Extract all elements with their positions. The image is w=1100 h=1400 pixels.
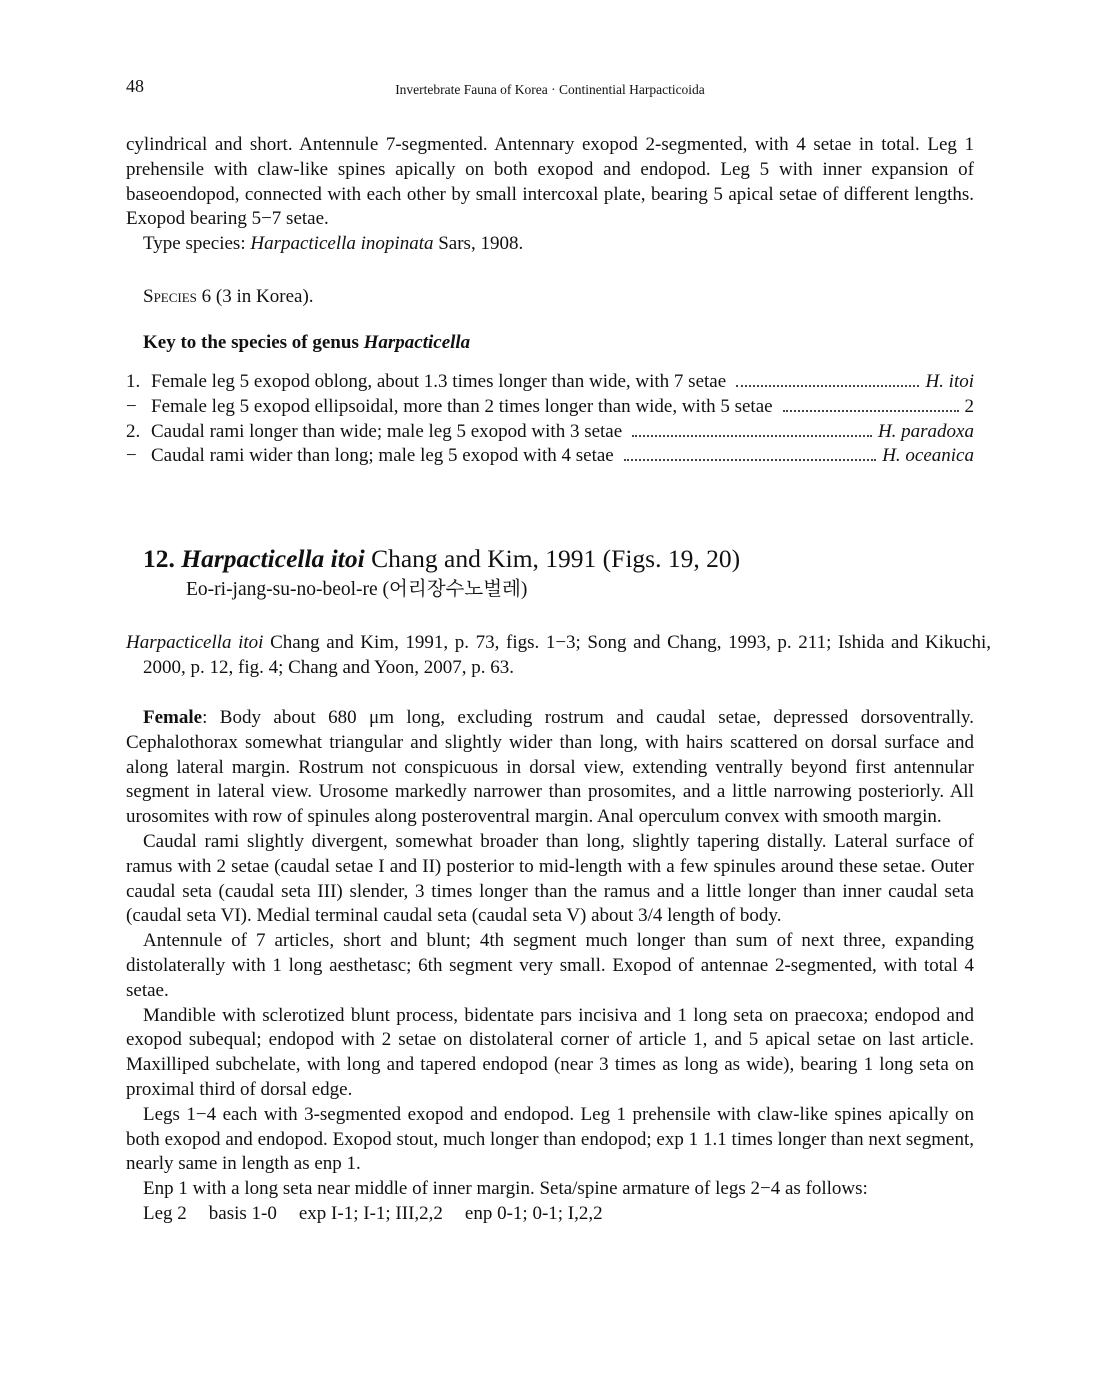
description-paragraph: Enp 1 with a long seta near middle of inner margin. Seta/spine armature of legs 2−4 as follows: bbox=[143, 1178, 868, 1200]
description bbox=[126, 706, 974, 1227]
running-title: Invertebrate Fauna of Korea · Continential Harpacticoida bbox=[395, 82, 705, 97]
species-name: Harpacticella itoi bbox=[181, 544, 365, 573]
species-heading bbox=[143, 543, 740, 575]
key-row-target: 2 bbox=[964, 395, 974, 417]
key-leader-dots bbox=[736, 385, 919, 387]
key-leader-dots bbox=[632, 435, 872, 437]
type-species-author: Sars, 1908. bbox=[433, 233, 524, 255]
description-paragraph: Mandible with sclerotized blunt process, bidentate pars incisiva and 1 long seta on praecoxa; endopod and exopod subequal; endopod with 2 setae on distolateral corner of article 1, and 5 apical setae on last article. Maxilliped subchelate, with long and tapered endopod (near 3 times as long as wide), bearing 1 long seta on proximal third of dorsal edge. bbox=[126, 1004, 974, 1100]
species-korean-name: Eo-ri-jang-su-no-beol-re (어리장수노벌레) bbox=[186, 579, 528, 600]
species-count bbox=[143, 285, 991, 310]
synonymy bbox=[126, 631, 991, 681]
species-count-label: Species bbox=[143, 286, 197, 307]
description-paragraph: Caudal rami slightly divergent, somewhat broader than long, slightly tapering distally. Lateral surface of ramus with 2 setae (caudal setae I and II) posterior to mid-length with a few spinules around these setae. Outer caudal seta (caudal seta III) slender, 3 times longer than the ramus and a little longer than inner caudal seta (caudal seta VI). Medial terminal caudal seta (caudal seta V) about 3/4 length of body. bbox=[126, 830, 974, 927]
key-leader-dots bbox=[783, 410, 959, 412]
key-row-text: Caudal rami longer than wide; male leg 5 exopod with 3 setae bbox=[151, 420, 623, 442]
key-row-mark: 1. bbox=[126, 371, 141, 392]
key-row-mark: 2. bbox=[126, 420, 141, 442]
species-authority: Chang and Kim, 1991 (Figs. 19, 20) bbox=[364, 544, 741, 573]
description-paragraph: Legs 1−4 each with 3-segmented exopod and endopod. Leg 1 prehensile with claw-like spines apically on both exopod and endopod. Exopod stout, much longer than endopod; exp 1 1.1 times longer than next segment, nearly same in length as enp 1. bbox=[126, 1103, 974, 1175]
key-title-prefix: Key to the species of genus bbox=[143, 332, 364, 353]
key-title bbox=[143, 331, 991, 356]
key-leader-dots bbox=[624, 459, 876, 461]
key-row-target: H. paradoxa bbox=[877, 420, 974, 442]
species-count-text: 6 (3 in Korea). bbox=[196, 286, 314, 307]
type-species-label: Type species: bbox=[143, 233, 251, 255]
type-species-name: Harpacticella inopinata bbox=[250, 233, 434, 255]
key-row bbox=[126, 420, 974, 445]
armature-basis: basis 1-0 bbox=[208, 1202, 277, 1224]
female-paragraph bbox=[126, 706, 974, 830]
key-title-genus: Harpacticella bbox=[363, 332, 471, 353]
armature-leg: Leg 2 bbox=[143, 1202, 187, 1224]
type-species bbox=[126, 232, 974, 257]
female-text: : Body about 680 μm long, excluding rostrum and caudal setae, depressed dorsoventrally. Cephalothorax somewhat triangular and slightly wider than long, with hairs scattered on dorsal surface and along lateral margin. Rostrum not conspicuous in dorsal view, extending ventrally beyond first antennular segment in lateral view. Urosome markedly narrower than prosomites, and a little narrowing posteriorly. All urosomites with row of spinules along posteroventral margin. Anal operculum convex with smooth margin. bbox=[126, 707, 974, 828]
species-number: 12. bbox=[143, 544, 175, 573]
armature-exp: exp I-1; I-1; III,2,2 bbox=[298, 1202, 443, 1224]
key-row bbox=[126, 444, 974, 469]
synonymy-name: Harpacticella itoi bbox=[126, 632, 264, 653]
key-row bbox=[126, 370, 974, 395]
key-row bbox=[126, 395, 974, 420]
key-row-target: H. oceanica bbox=[882, 445, 974, 467]
diagnosis-text: cylindrical and short. Antennule 7-segmented. Antennary exopod 2-segmented, with 4 setae in total. Leg 1 prehensile with claw-like spines apically on both exopod and endopod. Leg 5 with inner expansion of baseoendopod, connected with each other by small intercoxal plate, bearing 5 apical setae of different lengths. Exopod bearing 5−7 setae. bbox=[126, 134, 974, 230]
description-paragraph: Antennule of 7 articles, short and blunt; 4th segment much longer than sum of next three, expanding distolaterally with 1 long aesthetasc; 6th segment very small. Exopod of antennae 2-segmented, with total 4 setae. bbox=[126, 930, 974, 1001]
key-row-mark: − bbox=[126, 445, 137, 467]
key-row-text: Caudal rami wider than long; male leg 5 exopod with 4 setae bbox=[151, 445, 614, 467]
synonymy-text: Chang and Kim, 1991, p. 73, figs. 1−3; Song and Chang, 1993, p. 211; Ishida and Kikuchi, 2000, p. 12, fig. 4; Chang and Yoon, 2007, p. 63. bbox=[143, 632, 991, 678]
key-row-text: Female leg 5 exopod ellipsoidal, more than 2 times longer than wide, with 5 setae bbox=[151, 395, 773, 417]
key-row-target: H. itoi bbox=[925, 371, 974, 392]
armature-enp: enp 0-1; 0-1; I,2,2 bbox=[464, 1202, 603, 1224]
female-label: Female bbox=[143, 707, 203, 728]
genus-diagnosis bbox=[126, 133, 974, 257]
key-row-mark: − bbox=[126, 395, 137, 417]
key-row-text: Female leg 5 exopod oblong, about 1.3 times longer than wide, with 7 setae bbox=[151, 371, 727, 392]
armature-row bbox=[126, 1202, 974, 1227]
page-number: 48 bbox=[126, 76, 144, 96]
species-key bbox=[126, 370, 974, 469]
